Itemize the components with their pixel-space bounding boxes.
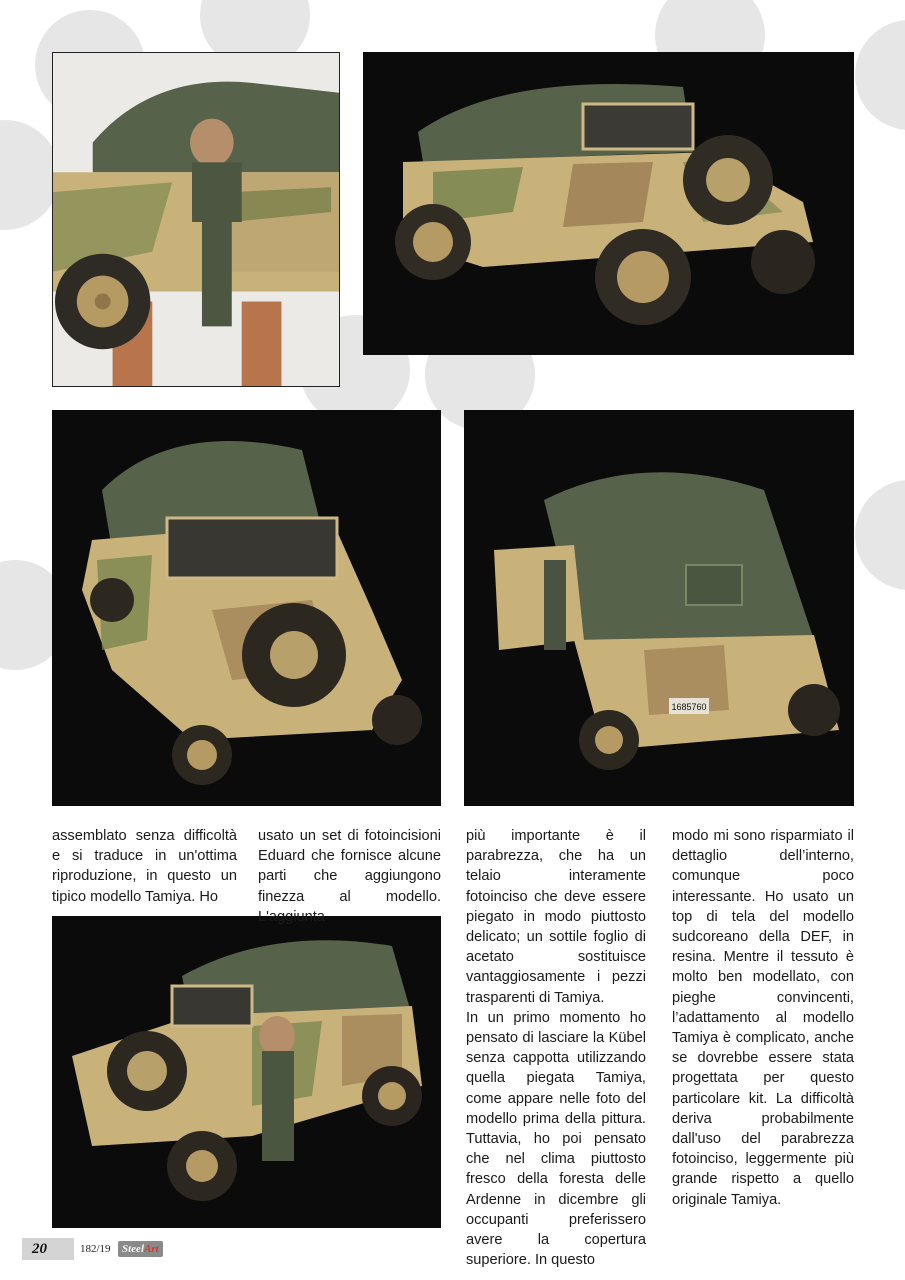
paragraph: modo mi sono risparmiato il dettaglio dell’interno, comunque poco interessante. Ho usato un top di tela del modello sudcoreano della DEF, in resina. Mentre il tessuto è molto ben modellato, con pieghe convincenti, l’adattamento al modello Tamiya è complicato, anche se dovrebbe essere stata progettata per questo particolare kit. La difficoltà deriva probabilmente dall'uso del parabrezza fotoinciso, leggermente più grande rispetto a quello originale Tamiya. <box>672 828 854 1208</box>
logo-accent: Art <box>144 1243 159 1255</box>
photo-kubelwagen-rear <box>464 410 854 806</box>
text-column-1 <box>52 826 237 907</box>
logo-main: Steel <box>122 1243 144 1255</box>
photo-kubelwagen-high-front <box>52 410 441 806</box>
license-plate: 1685760 <box>671 702 707 712</box>
paragraph: In un primo momento ho pensato di lasciare la Kübel senza cappotta utilizzando quella piegata Tamiya, come appare nelle foto del modello prima della pittura. Tuttavia, ho poi pensato che nel clima piuttosto fresco della foresta delle Ardenne in dicembre gli occupanti preferissero avere la copertura superiore. In questo <box>466 1009 646 1269</box>
text-column-4 <box>672 826 854 1210</box>
paragraph: usato un set di fotoincisioni Eduard che fornisce alcune parti che aggiungono finezza al modello. L'aggiunta <box>258 828 441 925</box>
photo-kubelwagen-side-driver <box>52 916 441 1228</box>
photo-kubelwagen-front-three-quarter <box>363 52 854 355</box>
page-number: 20 <box>22 1238 74 1260</box>
magazine-logo <box>118 1241 163 1257</box>
paragraph: assemblato senza difficoltà e si traduce in un'ottima riproduzione, in questo un tipico modello Tamiya. Ho <box>52 828 237 905</box>
text-column-2 <box>258 826 441 927</box>
background-dot <box>0 120 60 230</box>
text-column-3 <box>466 826 646 1270</box>
issue-number: 182/19 <box>80 1243 111 1255</box>
photo-kubelwagen-driver-closeup <box>52 52 340 387</box>
paragraph: più importante è il parabrezza, che ha un telaio interamente fotoinciso che deve essere piegato in modo piuttosto delicato; un sottile foglio di acetato sostituisce vantaggiosamente i pezzi trasparenti di Tamiya. <box>466 828 646 1006</box>
page-footer <box>22 1238 159 1260</box>
background-dot <box>855 20 905 130</box>
background-dot <box>855 480 905 590</box>
